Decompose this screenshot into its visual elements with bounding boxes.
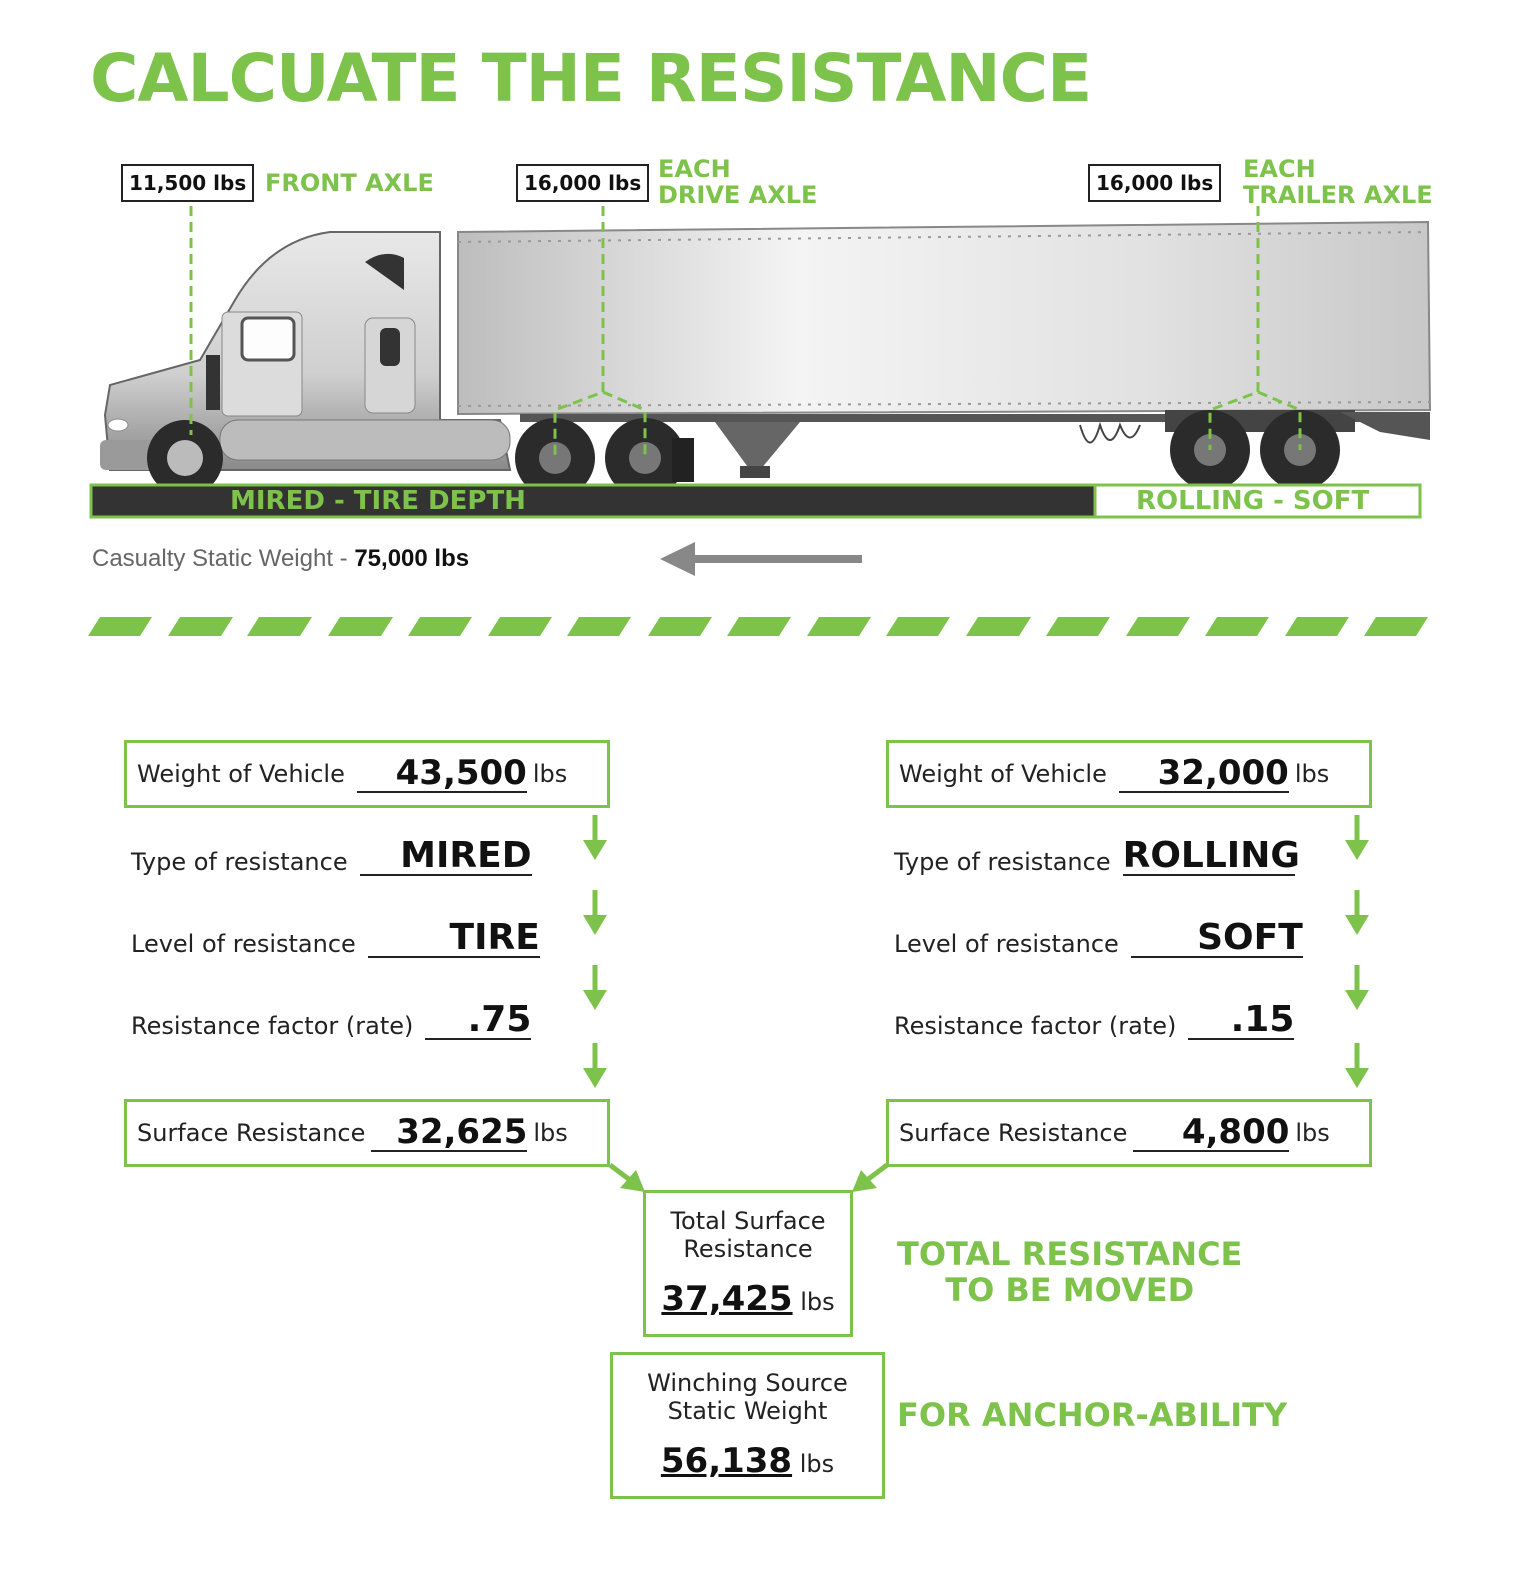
drive-axle-weight: 16,000 lbs — [516, 164, 649, 202]
right-weight-value: 32,000 — [1119, 755, 1289, 793]
winching-note: FOR ANCHOR-ABILITY — [897, 1396, 1288, 1434]
trailer-axle-label — [1243, 156, 1433, 208]
left-surface-box — [124, 1099, 610, 1167]
winching-unit: lbs — [799, 1450, 835, 1478]
total-label-line1: Total Surface — [670, 1207, 826, 1235]
drive-axle-label-line2: DRIVE AXLE — [658, 181, 818, 209]
right-factor-value: .15 — [1188, 1002, 1294, 1040]
left-level-row — [131, 917, 546, 958]
page-title: CALCUATE THE RESISTANCE — [90, 40, 1092, 117]
right-factor-row — [894, 999, 1300, 1040]
right-level-label: Level of resistance — [894, 930, 1119, 958]
total-value: 37,425 — [661, 1279, 793, 1319]
right-type-row — [894, 835, 1301, 876]
left-weight-label: Weight of Vehicle — [137, 760, 345, 788]
winching-label-line2: Static Weight — [667, 1397, 828, 1425]
right-level-row — [894, 917, 1309, 958]
right-type-label: Type of resistance — [894, 848, 1111, 876]
ground-right-label: ROLLING - SOFT — [1136, 486, 1370, 516]
left-factor-row — [131, 999, 537, 1040]
front-axle-weight: 11,500 lbs — [121, 164, 254, 202]
trailer-axle-weight: 16,000 lbs — [1088, 164, 1221, 202]
right-weight-box — [886, 740, 1372, 808]
casualty-label: Casualty Static Weight - — [92, 545, 355, 572]
left-surface-value: 32,625 — [371, 1114, 527, 1152]
left-surface-unit: lbs — [533, 1119, 568, 1147]
total-unit: lbs — [800, 1288, 835, 1316]
right-type-value: ROLLING — [1122, 835, 1300, 876]
left-weight-unit: lbs — [532, 760, 568, 788]
right-weight-label: Weight of Vehicle — [899, 760, 1107, 788]
left-weight-value: 43,500 — [357, 755, 527, 793]
right-factor-label: Resistance factor (rate) — [894, 1012, 1177, 1040]
left-factor-label: Resistance factor (rate) — [131, 1012, 414, 1040]
total-note-line1: TOTAL RESISTANCE — [897, 1235, 1243, 1273]
left-type-row — [131, 835, 538, 876]
right-weight-unit: lbs — [1294, 760, 1330, 788]
trailer-axle-label-line1: EACH — [1243, 155, 1316, 183]
dashed-divider — [88, 617, 1428, 636]
winching-value: 56,138 — [660, 1441, 793, 1481]
total-note — [897, 1236, 1242, 1308]
left-surface-label: Surface Resistance — [137, 1119, 366, 1147]
right-surface-value: 4,800 — [1133, 1114, 1289, 1152]
casualty-weight — [92, 545, 469, 573]
left-arrow-icon — [660, 542, 862, 576]
drive-axle-label — [658, 156, 817, 208]
total-note-line2: TO BE MOVED — [945, 1271, 1195, 1309]
left-type-label: Type of resistance — [131, 848, 348, 876]
casualty-value: 75,000 lbs — [354, 545, 470, 572]
left-level-value: TIRE — [368, 920, 540, 958]
right-surface-unit: lbs — [1295, 1119, 1330, 1147]
ground-left-label: MIRED - TIRE DEPTH — [230, 486, 526, 516]
left-weight-box — [124, 740, 610, 808]
left-level-label: Level of resistance — [131, 930, 356, 958]
total-label-line2: Resistance — [683, 1235, 813, 1263]
truck-illustration — [0, 0, 1539, 640]
left-type-value: MIRED — [360, 838, 532, 876]
trailer-axle-label-line2: TRAILER AXLE — [1243, 181, 1433, 209]
drive-axle-label-line1: EACH — [658, 155, 731, 183]
right-surface-box — [886, 1099, 1372, 1167]
front-axle-label: FRONT AXLE — [265, 169, 434, 197]
winching-label-line1: Winching Source — [647, 1369, 848, 1397]
right-surface-label: Surface Resistance — [899, 1119, 1128, 1147]
total-surface-box — [643, 1190, 853, 1337]
right-level-value: SOFT — [1131, 920, 1303, 958]
winching-box — [610, 1352, 885, 1499]
left-factor-value: .75 — [425, 1002, 531, 1040]
